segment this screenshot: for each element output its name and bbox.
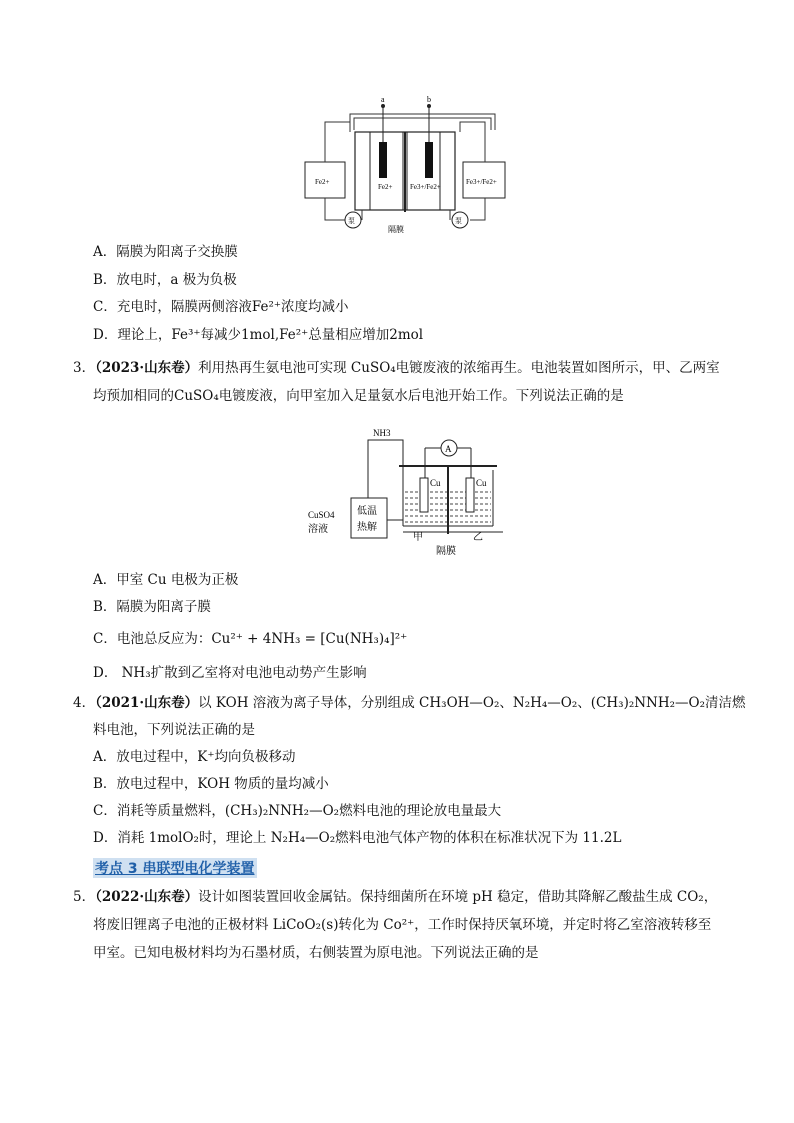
svg-text:Cu: Cu [476,478,487,488]
q2-option-d: D．理论上，Fe³⁺每减少1mol,Fe²⁺总量相应增加2mol [93,327,424,343]
q3-stem-line1: 3．（2023·山东卷）利用热再生氨电池可实现 CuSO₄电镀废液的浓缩再生。电池装置如图所示，甲、乙两室 [73,360,720,376]
svg-text:甲: 甲 [413,532,423,543]
ammonia-battery-diagram [303,422,523,562]
svg-text:乙: 乙 [473,532,483,543]
q4-option-a: A．放电过程中，K⁺均向负极移动 [93,749,296,765]
q4-stem-line1: 4．（2021·山东卷）以 KOH 溶液为离子导体，分别组成 CH₃OH—O₂、N₂H₄—O₂、(CH₃)₂NNH₂—O₂清洁燃 [73,695,746,711]
q2-option-a: A．隔膜为阳离子交换膜 [93,244,238,260]
svg-text:低温: 低温 [357,506,377,517]
svg-text:溶液: 溶液 [308,524,328,535]
q3-stem-line2: 均预加相同的CuSO₄电镀废液，向甲室加入足量氨水后电池开始工作。下列说法正确的是 [93,388,624,404]
box-right-label: Fe3+/Fe2+ [466,178,497,186]
cu-electrode-right [466,478,474,512]
svg-text:隔膜: 隔膜 [436,546,456,557]
q3-option-a: A．甲室 Cu 电极为正极 [93,572,239,588]
cell-right-label: Fe3+/Fe2+ [410,183,441,191]
cell-left-label: Fe2+ [378,183,393,191]
membrane-label: 隔膜 [388,225,404,234]
q4-stem-line2: 料电池，下列说法正确的是 [93,722,255,738]
svg-text:A: A [445,444,452,454]
q2-option-c: C．充电时，隔膜两侧溶液Fe²⁺浓度均减小 [93,299,349,315]
q3-source: （2023·山东卷） [95,360,199,376]
q4-option-c: C．消耗等质量燃料，(CH₃)₂NNH₂—O₂燃料电池的理论放电量最大 [93,803,502,819]
svg-text:热解: 热解 [357,522,377,533]
q4-option-d: D．消耗 1molO₂时，理论上 N₂H₄—O₂燃料电池气体产物的体积在标准状况下为 11.2L [93,830,622,846]
q2-option-b: B．放电时，a 极为负极 [93,272,237,288]
box-left-label: Fe2+ [315,178,330,186]
q5-stem-line2: 将废旧锂离子电池的正极材料 LiCoO₂(s)转化为 Co²⁺，工作时保持厌氧环境，并定时将乙室溶液转移至 [93,917,712,933]
cu-electrode-left [420,478,428,512]
q5-source: （2022·山东卷） [95,889,199,905]
q3-option-b: B．隔膜为阳离子膜 [93,599,211,615]
q3-option-d: D． NH₃扩散到乙室将对电池电动势产生影响 [93,665,367,681]
cuso4-label: CuSO4 [308,510,335,520]
svg-text:泵: 泵 [348,217,355,225]
q5-stem-line1: 5．（2022·山东卷）设计如图装置回收金属钴。保持细菌所在环境 pH 稳定，借助其降解乙酸盐生成 CO₂， [73,889,718,905]
flow-battery-diagram [300,92,510,237]
svg-text:Cu: Cu [430,478,441,488]
nh3-label: NH3 [373,428,391,438]
electrode-a [379,142,387,178]
q3-option-c: C．电池总反应为：Cu²⁺ + 4NH₃ = [Cu(NH₃)₄]²⁺ [93,631,408,647]
svg-text:泵: 泵 [455,217,462,225]
label-a: a [381,95,385,104]
section-heading: 考点 3 串联型电化学装置 [93,858,257,878]
q5-stem-line3: 甲室。已知电极材料均为石墨材质，右侧装置为原电池。下列说法正确的是 [93,945,539,961]
label-b: b [427,95,431,104]
electrode-b [425,142,433,178]
q4-source: （2021·山东卷） [95,695,199,711]
q4-option-b: B．放电过程中，KOH 物质的量均减小 [93,776,329,792]
